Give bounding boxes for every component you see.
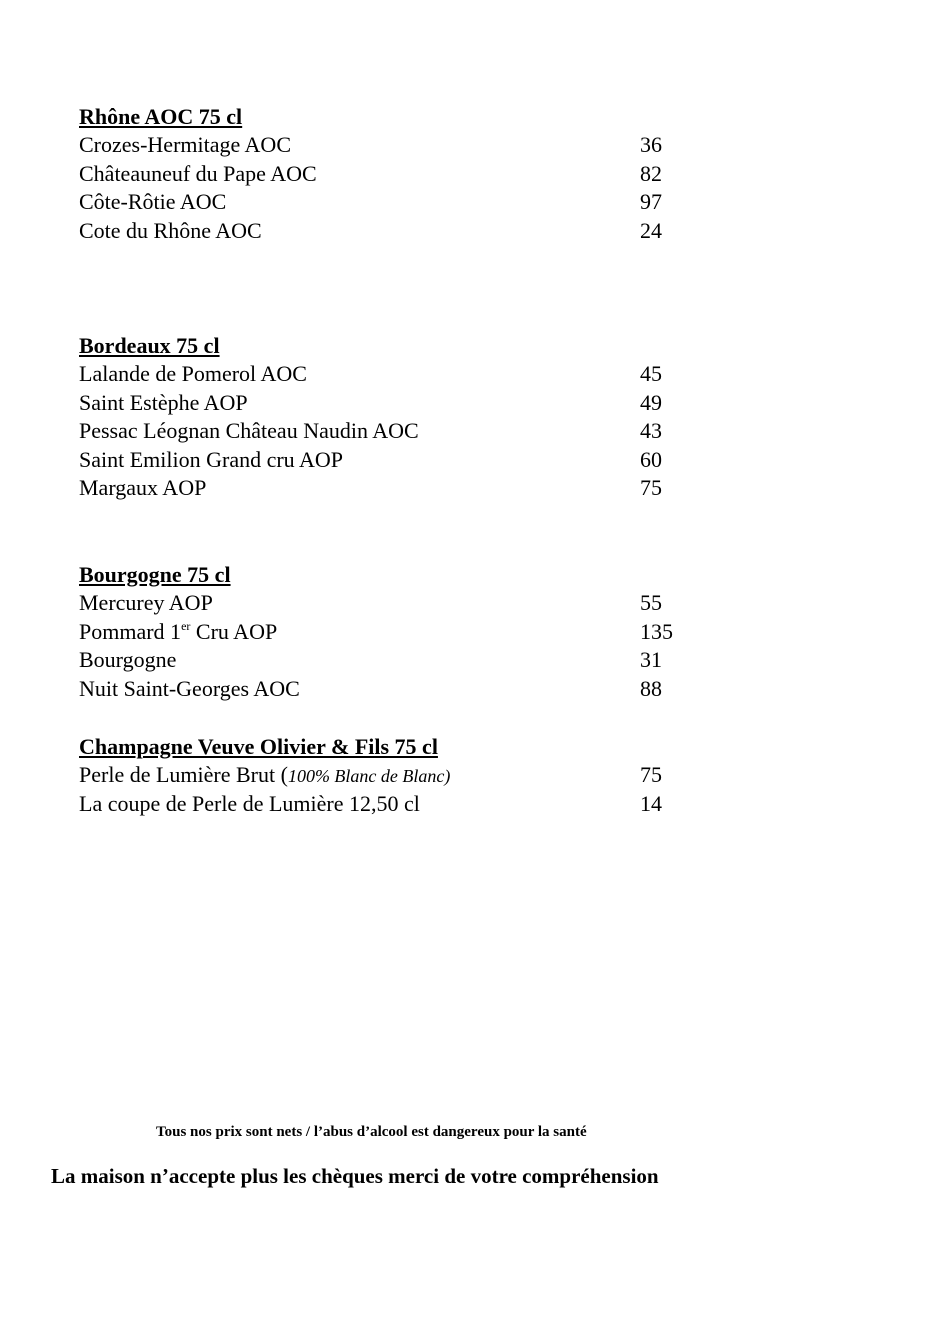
wine-price: 55 [640,590,662,615]
wine-name: Cote du Rhône AOC [79,217,262,243]
wine-price: 75 [640,762,662,787]
wine-row [79,217,719,246]
wine-price: 135 [640,618,673,644]
section-title-rhone: Rhône AOC 75 cl [79,104,243,129]
section-bourgogne [79,560,719,703]
section-bordeaux [79,331,719,503]
wine-name: Lalande de Pomerol AOC [79,361,307,386]
wine-name: Nuit Saint-Georges AOC [79,675,300,701]
wine-name: Saint Emilion Grand cru AOP [79,446,343,472]
footer-cheques-notice: La maison n’accepte plus les chèques merci de votre compréhension [51,1164,659,1188]
section-rhone [79,102,719,245]
wine-price: 31 [640,647,662,673]
wine-name: Crozes-Hermitage AOC [79,132,291,157]
wine-row [79,675,719,704]
wine-price: 75 [640,475,662,501]
wine-row [79,389,719,418]
wine-name: Saint Estèphe AOP [79,389,248,415]
wine-name: La coupe de Perle de Lumière 12,50 cl [79,790,420,816]
wine-name: Margaux AOP [79,475,207,501]
wine-note: 100% Blanc de Blanc) [287,766,451,786]
wine-row [79,589,719,618]
wine-name [79,761,450,791]
section-champagne [79,732,719,818]
wine-name: Côte-Rôtie AOC [79,189,227,215]
wine-price: 82 [640,160,662,186]
wine-name-part: Pommard 1 [79,618,182,644]
wine-row [79,761,719,790]
wine-price: 88 [640,675,662,701]
ordinal-superscript: er [181,618,191,633]
footer-notice: Tous nos prix sont nets / l’abus d’alcool est dangereux pour la santé [156,1124,587,1140]
wine-price: 14 [640,790,662,816]
wine-name-part: Cru AOP [190,618,278,644]
wine-name-part: Perle de Lumière Brut ( [79,762,288,787]
wine-row [79,131,719,160]
wine-price: 49 [640,389,662,415]
section-title-bordeaux: Bordeaux 75 cl [79,333,220,358]
wine-row [79,474,719,503]
wine-name: Châteauneuf du Pape AOC [79,160,317,186]
wine-row [79,446,719,475]
section-title-bourgogne: Bourgogne 75 cl [79,562,231,587]
section-title-champagne: Champagne Veuve Olivier & Fils 75 cl [79,734,438,759]
wine-name: Bourgogne [79,647,177,673]
wine-price: 36 [640,132,662,157]
wine-price: 24 [640,217,662,243]
wine-name: Mercurey AOP [79,590,213,615]
wine-row [79,646,719,675]
wine-price: 97 [640,189,662,215]
wine-name: Pessac Léognan Château Naudin AOC [79,418,419,444]
wine-row [79,360,719,389]
wine-row [79,417,719,446]
wine-name [79,618,277,647]
wine-price: 60 [640,446,662,472]
wine-row [79,618,719,647]
wine-price: 45 [640,361,662,386]
wine-row [79,790,719,819]
wine-price: 43 [640,418,662,444]
wine-row [79,160,719,189]
wine-row [79,188,719,217]
